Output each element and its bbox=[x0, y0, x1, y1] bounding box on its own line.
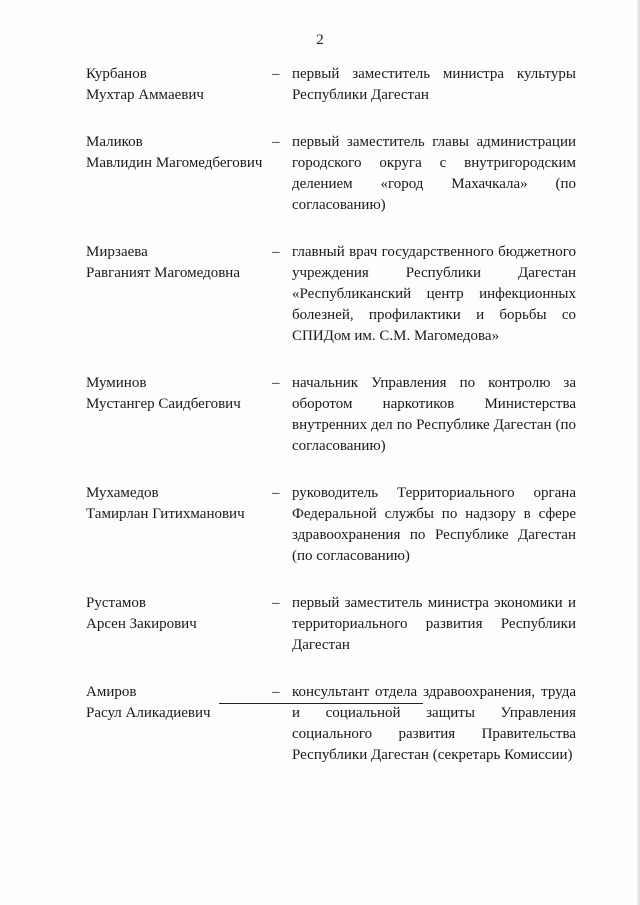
member-entry bbox=[86, 242, 576, 347]
member-given-name: Расул Аликадиевич bbox=[86, 705, 211, 721]
member-surname: Муминов bbox=[86, 375, 147, 391]
member-role: руководитель Территориального органа Федеральной службы по надзору в сфере здравоохранения по Республике Дагестан (по согласованию) bbox=[292, 485, 576, 564]
dash-separator: – bbox=[272, 244, 280, 260]
member-surname: Курбанов bbox=[86, 66, 147, 82]
member-name bbox=[86, 132, 272, 174]
member-name bbox=[86, 593, 272, 635]
member-role: начальник Управления по контролю за оборотом наркотиков Министерства внутренних дел по Республике Дагестан (по согласованию) bbox=[292, 375, 576, 454]
member-entry bbox=[86, 593, 576, 656]
member-name bbox=[86, 242, 272, 284]
dash-separator: – bbox=[272, 66, 280, 82]
dash-separator: – bbox=[272, 134, 280, 150]
member-entry bbox=[86, 682, 576, 766]
member-entry bbox=[86, 483, 576, 567]
member-entry bbox=[86, 64, 576, 106]
dash-separator: – bbox=[272, 485, 280, 501]
member-surname: Рустамов bbox=[86, 595, 146, 611]
member-given-name: Мустангер Саидбегович bbox=[86, 396, 241, 412]
commission-member-list bbox=[86, 64, 576, 766]
page-number: 2 bbox=[316, 32, 324, 48]
member-given-name: Мухтар Аммаевич bbox=[86, 87, 204, 103]
member-name bbox=[86, 64, 272, 106]
member-role: первый заместитель главы администрации городского округа с внутригородским делением «город Махачкала» (по согласованию) bbox=[292, 134, 576, 213]
member-surname: Мухамедов bbox=[86, 485, 159, 501]
member-surname: Амиров bbox=[86, 684, 137, 700]
member-entry bbox=[86, 132, 576, 216]
member-given-name: Арсен Закирович bbox=[86, 616, 197, 632]
member-role: главный врач государственного бюджетного учреждения Республики Дагестан «Республиканский центр инфекционных болезней, профилактики и борьбы со СПИДом им. С.М. Магомедова» bbox=[292, 244, 576, 344]
member-given-name: Тамирлан Гитихманович bbox=[86, 506, 245, 522]
member-role: консультант отдела здравоохранения, труда и социальной защиты Управления социального развития Правительства Республики Дагестан (секретарь Комиссии) bbox=[292, 684, 576, 763]
dash-separator: – bbox=[272, 375, 280, 391]
member-surname: Маликов bbox=[86, 134, 143, 150]
dash-separator: – bbox=[272, 595, 280, 611]
dash-separator: – bbox=[272, 684, 280, 700]
member-role: первый заместитель министра экономики и территориального развития Республики Дагестан bbox=[292, 595, 576, 653]
member-name bbox=[86, 483, 272, 525]
closing-rule-line bbox=[219, 703, 423, 704]
member-given-name: Равганият Магомедовна bbox=[86, 265, 240, 281]
member-given-name: Мавлидин Магомедбегович bbox=[86, 155, 263, 171]
member-name bbox=[86, 373, 272, 415]
member-role: первый заместитель министра культуры Республики Дагестан bbox=[292, 66, 576, 103]
member-surname: Мирзаева bbox=[86, 244, 148, 260]
member-entry bbox=[86, 373, 576, 457]
